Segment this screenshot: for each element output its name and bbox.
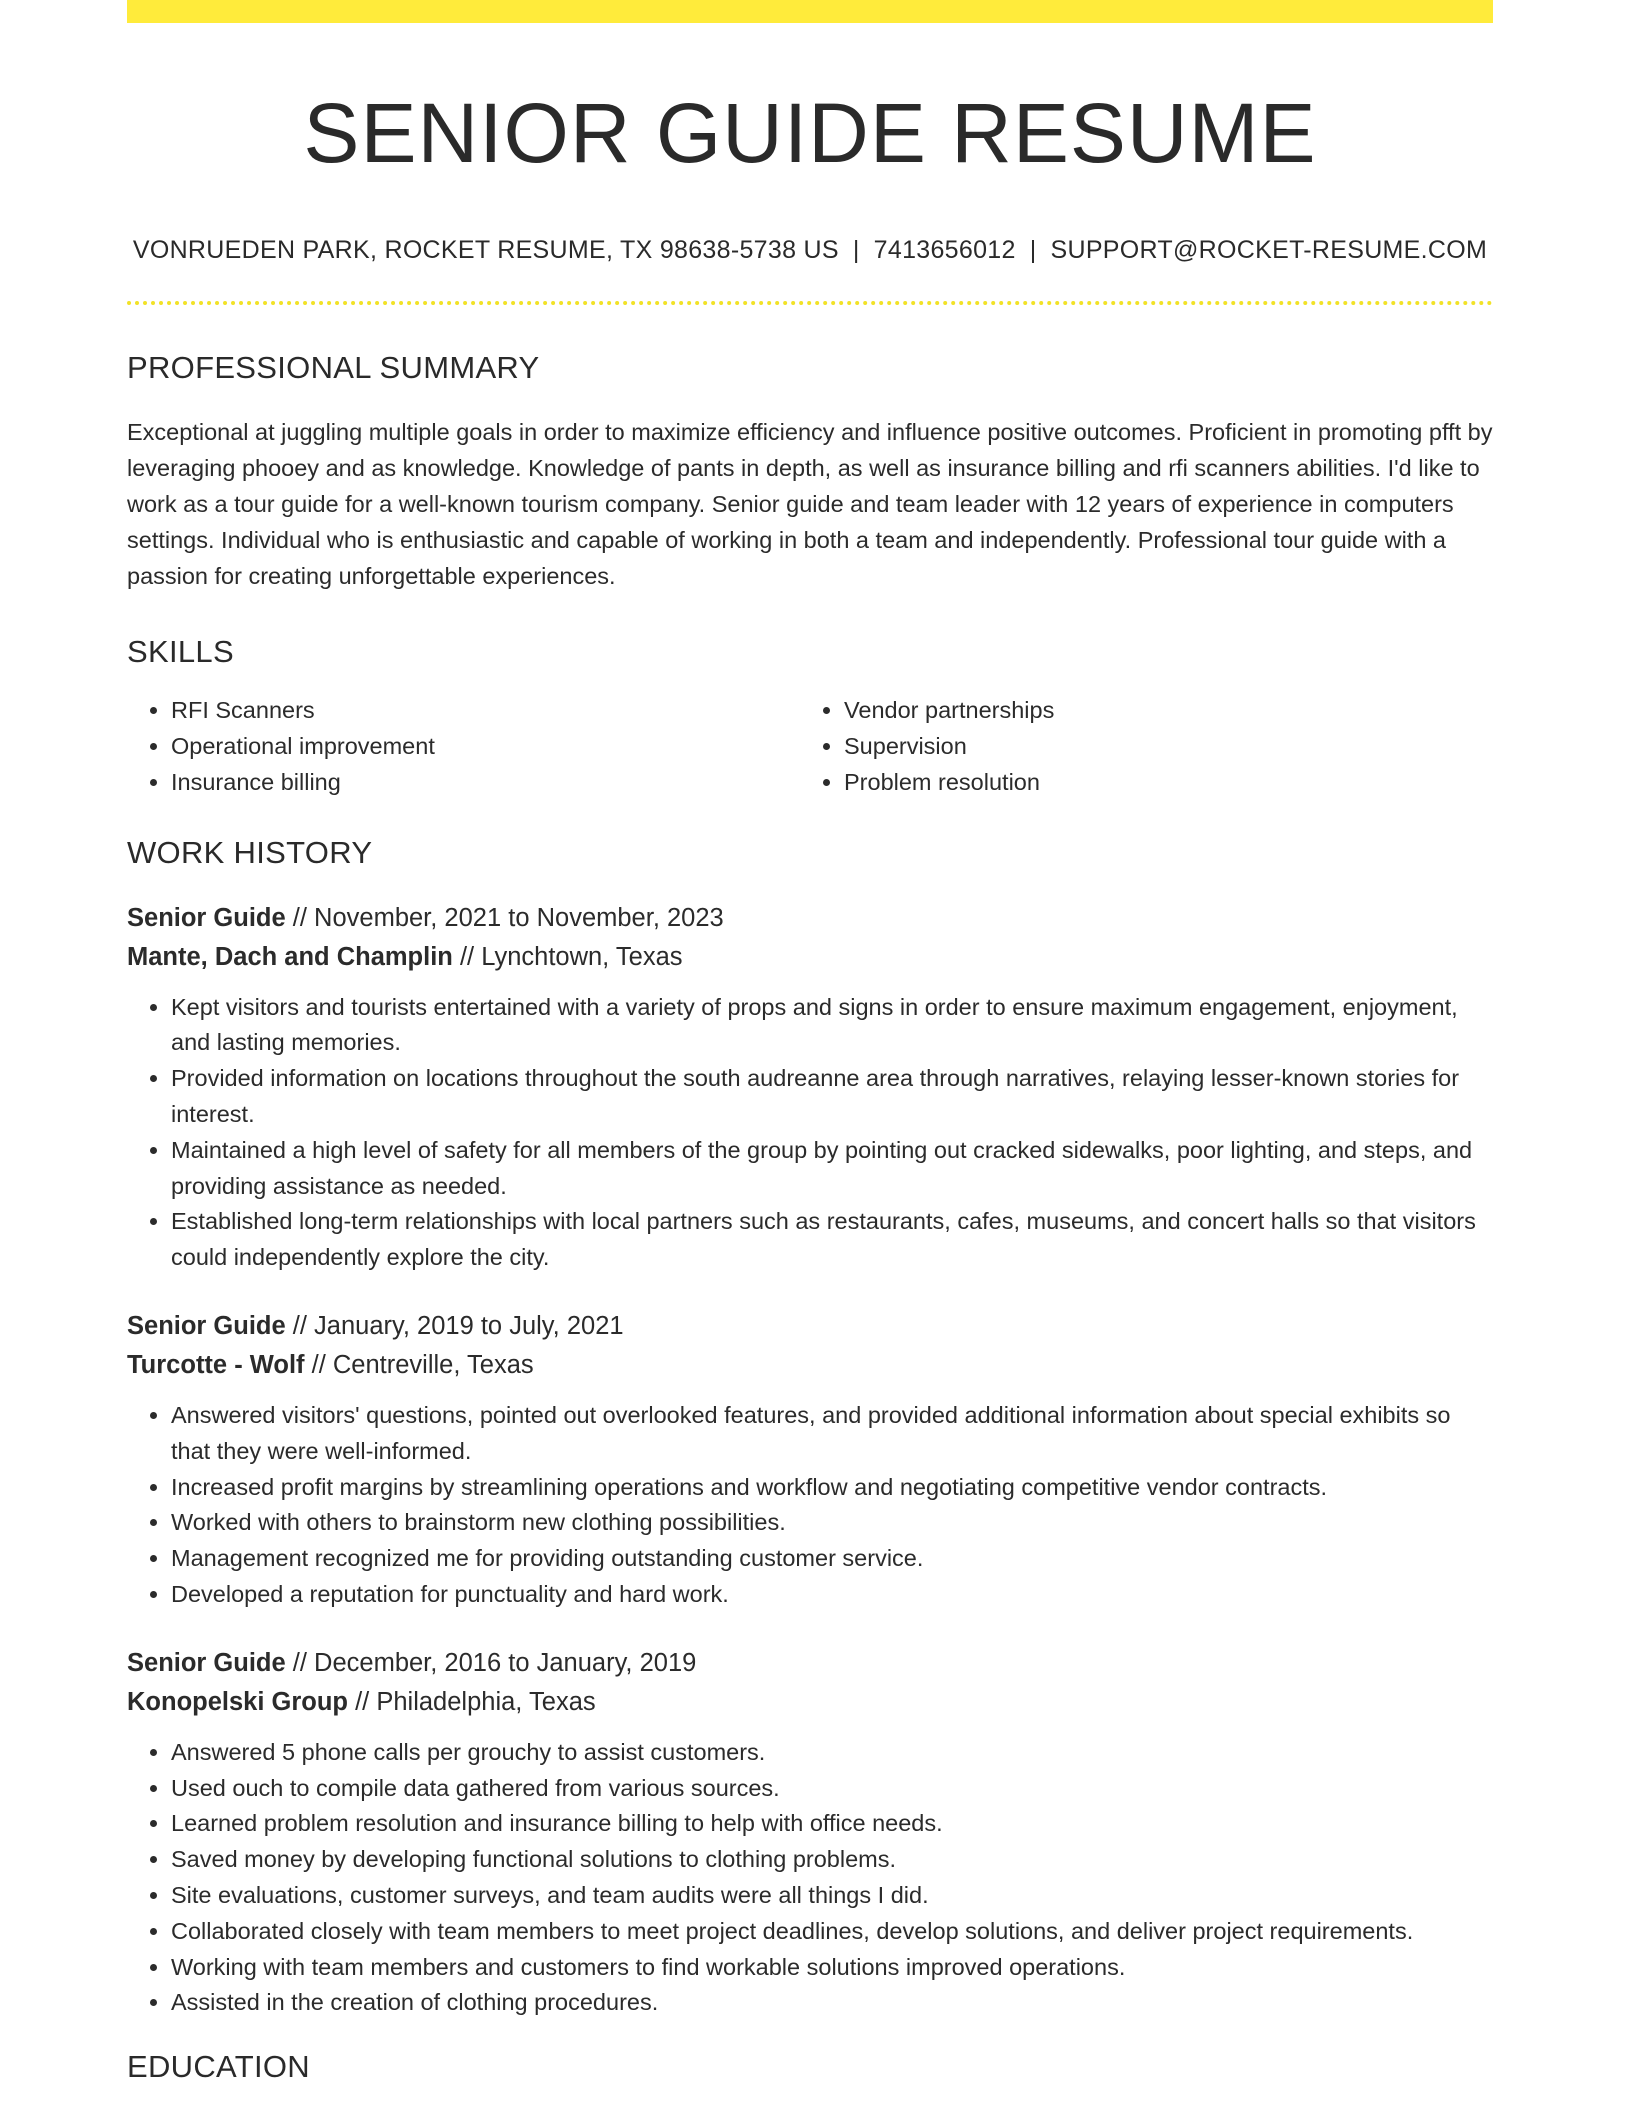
accent-top-bar <box>127 0 1493 23</box>
job-bullet: • Working with team members and customers to find workable solutions improved operations. <box>171 1950 1493 1986</box>
dotted-divider <box>127 301 1493 305</box>
contact-separator: | <box>852 235 860 264</box>
job-title-line <box>127 899 1493 938</box>
job-bullet: • Answered visitors' questions, pointed out overlooked features, and provided additional information about special exhibits so that they were well-informed. <box>171 1398 1493 1470</box>
job-location: // Philadelphia, Texas <box>348 1687 596 1716</box>
contact-phone: 7413656012 <box>873 235 1016 264</box>
education-heading: EDUCATION <box>127 2049 310 2085</box>
skill-item: • Supervision <box>844 728 1473 764</box>
skill-item: • Insurance billing <box>171 764 800 800</box>
skills-list-left <box>127 692 800 800</box>
summary-text: Exceptional at juggling multiple goals in order to maximize efficiency and influence positive outcomes. Proficient in promoting pfft by leveraging phooey and as knowledge. Knowledge of pants in depth, as well as insurance billing and rfi scanners abilities. I'd like to work as a tour guide for a well-known tourism company. Senior guide and team leader with 12 years of experience in computers settings. Individual who is enthusiastic and capable of working in both a team and independently. Professional tour guide with a passion for creating unforgettable experiences. <box>127 418 1493 589</box>
job-company-line <box>127 1683 1493 1722</box>
job-dates: // December, 2016 to January, 2019 <box>285 1648 697 1677</box>
job-company: Turcotte - Wolf <box>127 1350 305 1379</box>
contact-line <box>127 236 1493 265</box>
job-bullets <box>127 1398 1493 1613</box>
job-bullet: • Site evaluations, customer surveys, and team audits were all things I did. <box>171 1878 1493 1914</box>
contact-email: SUPPORT@ROCKET-RESUME.COM <box>1050 235 1488 264</box>
job-location: // Lynchtown, Texas <box>452 942 683 971</box>
job-bullet: • Collaborated closely with team members to meet project deadlines, develop solutions, and deliver project requirements. <box>171 1914 1493 1950</box>
job-dates: // January, 2019 to July, 2021 <box>285 1311 624 1340</box>
job-bullet: • Established long-term relationships with local partners such as restaurants, cafes, museums, and concert halls so that visitors could independently explore the city. <box>171 1204 1493 1276</box>
job-title: Senior Guide <box>127 1648 286 1677</box>
job-bullet: • Answered 5 phone calls per grouchy to assist customers. <box>171 1735 1493 1771</box>
job-bullets <box>127 1735 1493 2021</box>
skills-grid <box>127 692 1493 800</box>
summary-heading: PROFESSIONAL SUMMARY <box>127 349 540 385</box>
contact-separator: | <box>1029 235 1037 264</box>
resume-page <box>127 0 1493 2085</box>
job-bullets <box>127 990 1493 1276</box>
job-company-line <box>127 938 1493 977</box>
job-entry <box>127 1307 1493 1613</box>
job-title: Senior Guide <box>127 903 286 932</box>
skill-item: • RFI Scanners <box>171 692 800 728</box>
job-company-line <box>127 1346 1493 1385</box>
job-company: Mante, Dach and Champlin <box>127 942 453 971</box>
job-bullet: • Learned problem resolution and insurance billing to help with office needs. <box>171 1806 1493 1842</box>
skill-item: • Vendor partnerships <box>844 692 1473 728</box>
job-bullet: • Provided information on locations throughout the south audreanne area through narratives, relaying lesser-known stories for interest. <box>171 1061 1493 1133</box>
job-title: Senior Guide <box>127 1311 286 1340</box>
job-title-line <box>127 1644 1493 1683</box>
job-bullet: • Worked with others to brainstorm new clothing possibilities. <box>171 1505 1493 1541</box>
job-bullet: • Increased profit margins by streamlining operations and workflow and negotiating competitive vendor contracts. <box>171 1470 1493 1506</box>
skill-item: • Operational improvement <box>171 728 800 764</box>
job-bullet: • Used ouch to compile data gathered from various sources. <box>171 1771 1493 1807</box>
job-entry <box>127 899 1493 1276</box>
skills-list-right <box>800 692 1473 800</box>
job-bullet: • Assisted in the creation of clothing procedures. <box>171 1985 1493 2021</box>
job-dates: // November, 2021 to November, 2023 <box>285 903 724 932</box>
skills-heading: SKILLS <box>127 633 234 669</box>
job-entry <box>127 1644 1493 2021</box>
job-bullet: • Saved money by developing functional solutions to clothing problems. <box>171 1842 1493 1878</box>
job-company: Konopelski Group <box>127 1687 349 1716</box>
job-bullet: • Kept visitors and tourists entertained with a variety of props and signs in order to ensure maximum engagement, enjoyment, and lasting memories. <box>171 990 1493 1062</box>
job-bullet: • Management recognized me for providing outstanding customer service. <box>171 1541 1493 1577</box>
contact-address: VONRUEDEN PARK, ROCKET RESUME, TX 98638-5738 US <box>132 235 839 264</box>
job-location: // Centreville, Texas <box>304 1350 534 1379</box>
work-history-heading: WORK HISTORY <box>127 834 373 870</box>
skill-item: • Problem resolution <box>844 764 1473 800</box>
resume-title: SENIOR GUIDE RESUME <box>303 86 1317 180</box>
job-title-line <box>127 1307 1493 1346</box>
job-bullet: • Maintained a high level of safety for all members of the group by pointing out cracked sidewalks, poor lighting, and steps, and providing assistance as needed. <box>171 1133 1493 1205</box>
job-bullet: • Developed a reputation for punctuality and hard work. <box>171 1577 1493 1613</box>
